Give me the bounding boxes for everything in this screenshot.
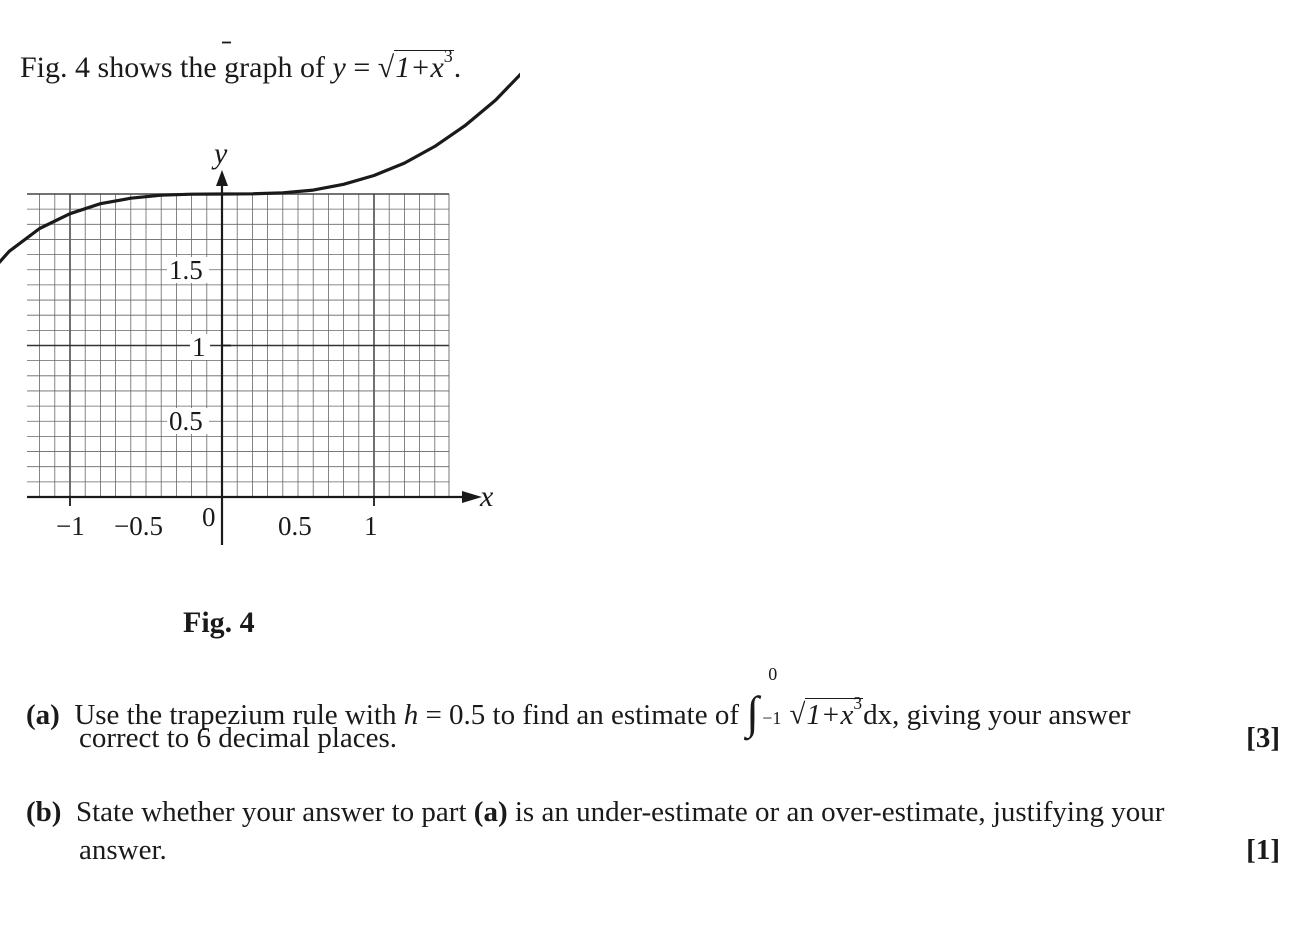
intro-equals: = bbox=[353, 51, 371, 84]
question-b-text-before: State whether your answer to part bbox=[75, 796, 467, 828]
integral-lower: −1 bbox=[762, 708, 782, 728]
fig4-graph bbox=[0, 0, 520, 560]
question-a-text-before: Use the trapezium rule with bbox=[74, 699, 397, 731]
question-a-h-value: = 0.5 to find an estimate of bbox=[425, 699, 739, 731]
y-tick-label: 1.5 bbox=[169, 255, 203, 285]
question-b-line2: answer. bbox=[79, 834, 167, 866]
x-tick-label: 0.5 bbox=[278, 511, 312, 541]
integral bbox=[746, 664, 782, 738]
sqrt-icon: √ bbox=[377, 51, 395, 84]
figure-caption: Fig. 4 bbox=[183, 606, 255, 639]
x-tick-label: −0.5 bbox=[114, 511, 163, 541]
question-b-label: (b) bbox=[26, 796, 62, 828]
question-b-ref: (a) bbox=[473, 796, 508, 828]
question-b-marks: [1] bbox=[1246, 834, 1280, 866]
y-tick-label: 1 bbox=[192, 332, 206, 362]
grid bbox=[27, 194, 449, 497]
integral-icon: ∫ bbox=[746, 687, 759, 738]
y-axis-arrow-icon bbox=[216, 170, 228, 186]
integrand-sqrt bbox=[789, 693, 864, 732]
intro-y: y bbox=[332, 51, 346, 84]
axes bbox=[0, 43, 520, 546]
question-b bbox=[26, 796, 1164, 829]
integrand-exponent: 3 bbox=[853, 693, 863, 713]
integrand: 1+x bbox=[806, 699, 854, 731]
question-a-line2: correct to 6 decimal places. bbox=[79, 722, 398, 754]
function-curve bbox=[0, 0, 520, 497]
intro-end: . bbox=[453, 51, 462, 84]
origin-label: 0 bbox=[202, 502, 216, 532]
question-a-text-after: , giving your answer bbox=[892, 699, 1131, 731]
integral-upper: 0 bbox=[768, 664, 778, 684]
curve bbox=[0, 0, 520, 497]
integral-dx: dx bbox=[863, 699, 893, 731]
question-b-text-after: is an under-estimate or an over-estimate, justifying your bbox=[514, 796, 1165, 828]
question-a-label: (a) bbox=[26, 699, 60, 731]
question-a-marks: [3] bbox=[1246, 722, 1280, 754]
y-tick-label: 0.5 bbox=[169, 406, 203, 436]
question-a-h: h bbox=[403, 699, 419, 731]
y-axis-label: y bbox=[214, 137, 228, 170]
x-tick-label: −1 bbox=[56, 511, 85, 541]
intro-exponent: 3 bbox=[443, 45, 453, 66]
x-axis-arrow-icon bbox=[462, 491, 482, 503]
sqrt-icon: √ bbox=[789, 699, 806, 731]
x-axis-label: x bbox=[480, 480, 494, 513]
labels bbox=[56, 137, 494, 541]
intro-text: Fig. 4 shows the graph of bbox=[20, 51, 325, 84]
intro-radicand: 1+x bbox=[395, 51, 444, 84]
x-tick-label: 1 bbox=[364, 511, 378, 541]
